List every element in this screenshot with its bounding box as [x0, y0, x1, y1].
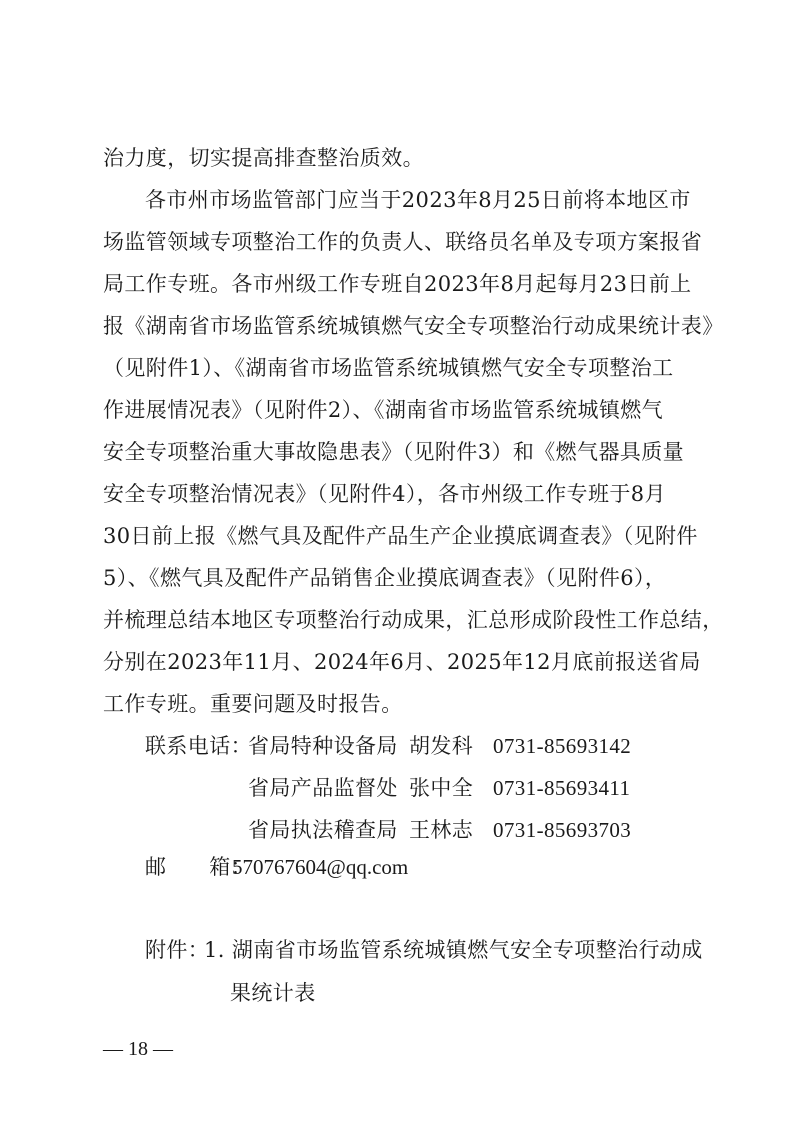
body-line-11: 5）、《燃气具及配件产品销售企业摸底调查表》（见附件6），: [103, 566, 667, 590]
contact-phone-2: 0731-85693411: [493, 776, 631, 800]
body-line-1: 治力度，切实提高排查整治质效。: [103, 146, 424, 170]
body-line-9: 安全专项整治情况表》（见附件4），各市州级工作专班于8月: [103, 482, 666, 506]
contact-dept-2: 省局产品监督处: [248, 776, 398, 800]
attachment-item-1-line-2: 果统计表: [230, 981, 316, 1005]
contact-phone-3: 0731-85693703: [493, 818, 632, 842]
body-line-6: （见附件1）、《湖南省市场监管系统城镇燃气安全专项整治工: [103, 356, 674, 380]
body-line-5: 报《湖南省市场监管系统城镇燃气安全专项整治行动成果统计表》: [103, 314, 724, 338]
body-line-10: 30日前上报《燃气具及配件产品生产企业摸底调查表》（见附件: [103, 524, 698, 548]
body-line-2: 各市州市场监管部门应当于2023年8月25日前将本地区市: [145, 188, 691, 212]
contact-name-2: 张中全: [409, 776, 474, 800]
contact-label: 联系电话：: [145, 734, 252, 758]
email-value: 570767604@qq.com: [232, 855, 409, 879]
contact-dept-3: 省局执法稽查局: [248, 818, 398, 842]
email-label: 邮 箱：: [145, 855, 252, 879]
body-line-14: 工作专班。重要问题及时报告。: [103, 692, 403, 716]
page-number: — 18 —: [103, 1038, 173, 1060]
contact-phone-1: 0731-85693142: [493, 734, 632, 758]
contact-dept-1: 省局特种设备局: [248, 734, 398, 758]
body-line-13: 分别在2023年11月、2024年6月、2025年12月底前报送省局: [103, 650, 701, 674]
attachment-label: 附件：: [145, 938, 210, 962]
contact-name-1: 胡发科: [409, 734, 474, 758]
body-line-3: 场监管领域专项整治工作的负责人、联络员名单及专项方案报省: [103, 230, 703, 254]
body-line-12: 并梳理总结本地区专项整治行动成果，汇总形成阶段性工作总结，: [103, 608, 724, 632]
attachment-item-1-line-1: 1. 湖南省市场监管系统城镇燃气安全专项整治行动成: [204, 938, 703, 962]
contact-name-3: 王林志: [409, 818, 474, 842]
body-line-8: 安全专项整治重大事故隐患表》（见附件3）和《燃气器具质量: [103, 440, 685, 464]
body-line-4: 局工作专班。各市州级工作专班自2023年8月起每月23日前上: [103, 272, 692, 296]
body-line-7: 作进展情况表》（见附件2）、《湖南省市场监管系统城镇燃气: [103, 398, 664, 422]
